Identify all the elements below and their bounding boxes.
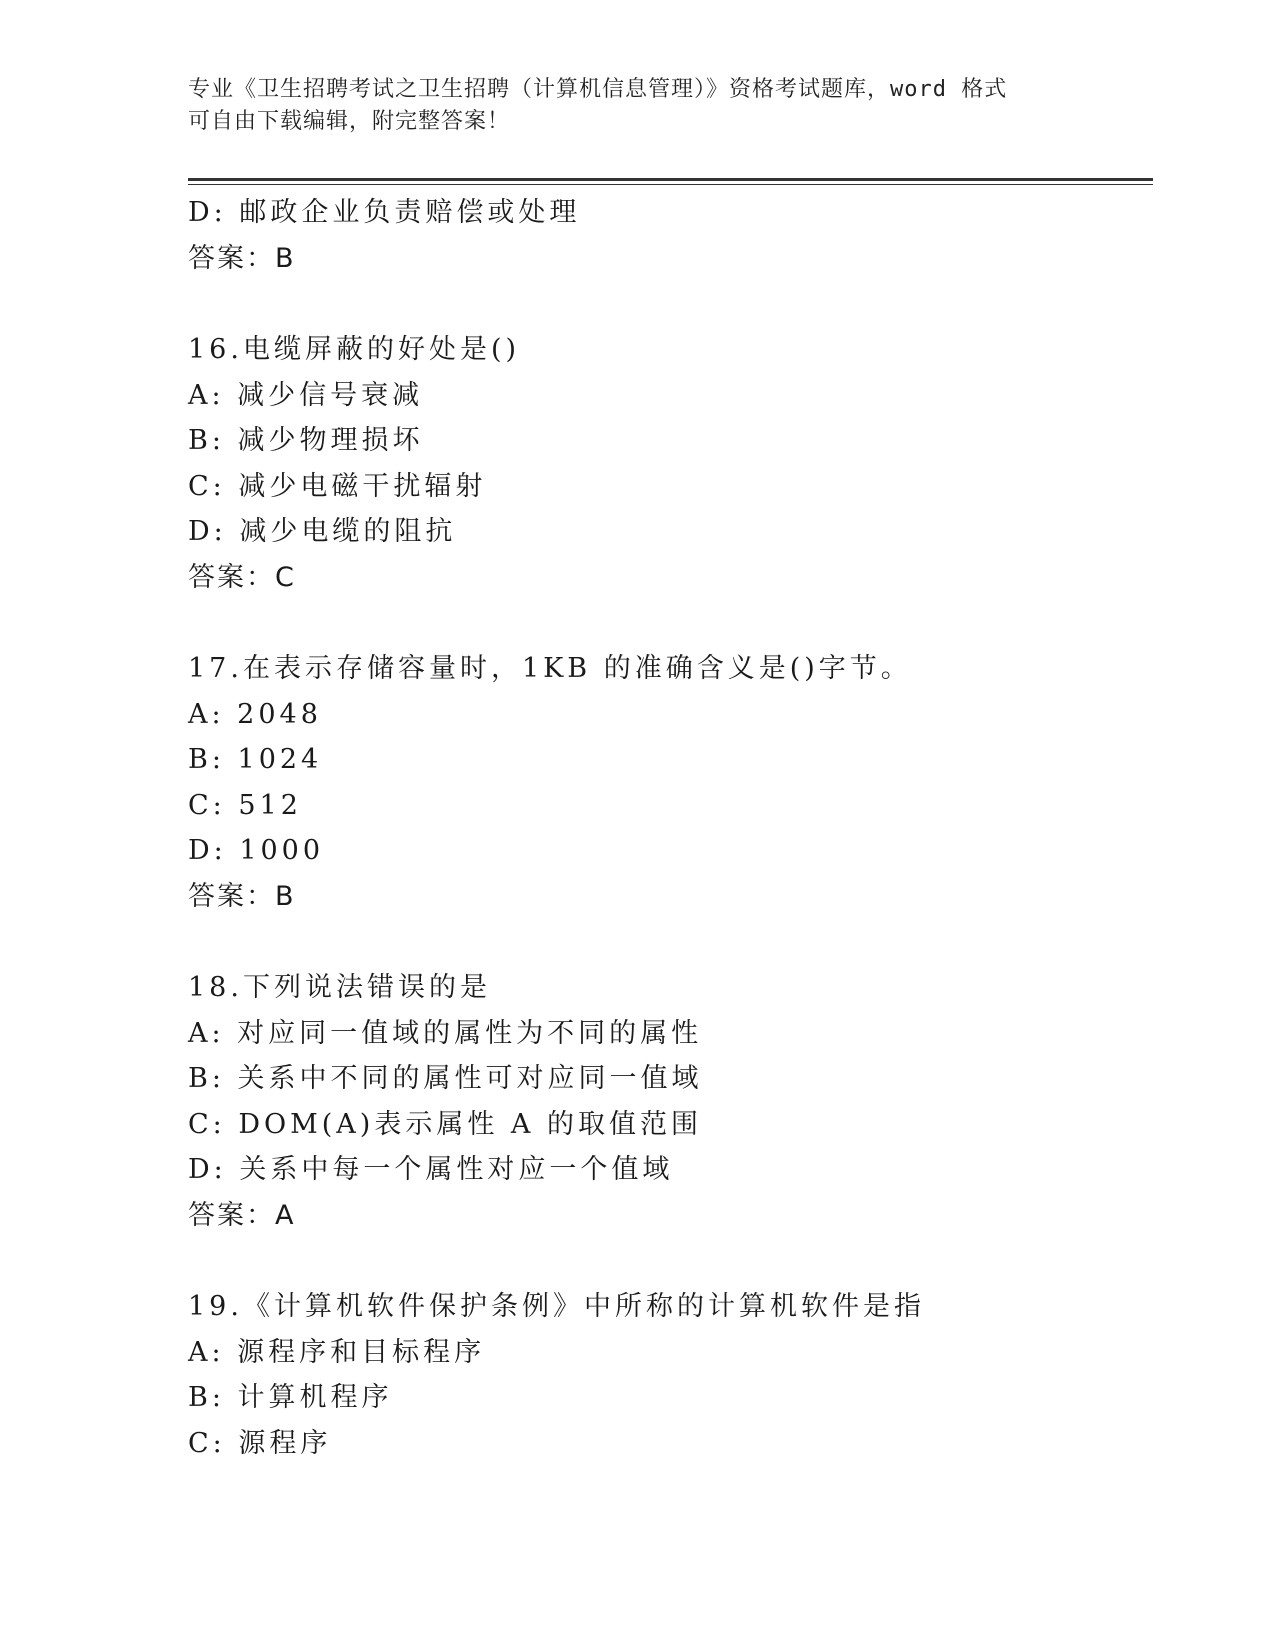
option-a: A: 2048	[188, 698, 322, 730]
question-19	[188, 1284, 1148, 1466]
option-d: D: 1000	[188, 835, 325, 866]
question-18	[188, 965, 1148, 1238]
question-list	[188, 190, 1148, 1466]
answer-line: 答案：C	[188, 561, 296, 593]
question-16	[188, 327, 1148, 600]
header-line-1: 专业《卫生招聘考试之卫生招聘（计算机信息管理）》资格考试题库，word 格式	[188, 77, 1008, 102]
answer-line: 答案：B	[188, 242, 296, 274]
question-stem: 17.在表示存储容量时，1KB 的准确含义是()字节。	[188, 653, 912, 684]
option-a: A: 对应同一值域的属性为不同的属性	[188, 1017, 703, 1049]
spacer	[188, 281, 1148, 327]
question-17	[188, 646, 1148, 919]
option-b: B: 减少物理损坏	[188, 425, 424, 456]
option-b: B: 计算机程序	[188, 1382, 393, 1413]
option-d: D: 邮政企业负责赔偿或处理	[188, 197, 581, 228]
previous-question-tail	[188, 190, 1148, 281]
question-stem: 19.《计算机软件保护条例》中所称的计算机软件是指	[188, 1291, 925, 1322]
option-d: D: 减少电缆的阻抗	[188, 516, 457, 547]
header-divider-thick	[188, 178, 1153, 181]
option-b: B: 1024	[188, 744, 323, 775]
spacer	[188, 1238, 1148, 1284]
option-c: C: 源程序	[188, 1427, 332, 1459]
option-b: B: 关系中不同的属性可对应同一值域	[188, 1063, 703, 1094]
spacer	[188, 600, 1148, 646]
header-line-2: 可自由下载编辑，附完整答案！	[188, 109, 511, 134]
option-c: C: 减少电磁干扰辐射	[188, 470, 487, 502]
option-c: C: 512	[188, 789, 302, 821]
document-header	[188, 74, 1088, 138]
answer-line: 答案：B	[188, 880, 296, 912]
question-stem: 16.电缆屏蔽的好处是()	[188, 334, 521, 365]
option-d: D: 关系中每一个属性对应一个值域	[188, 1154, 674, 1185]
option-a: A: 源程序和目标程序	[188, 1336, 486, 1368]
header-divider-thin	[188, 184, 1153, 185]
option-a: A: 减少信号衰减	[188, 379, 424, 411]
answer-line: 答案：A	[188, 1199, 296, 1231]
option-c: C: DOM(A)表示属性 A 的取值范围	[188, 1108, 702, 1140]
spacer	[188, 919, 1148, 965]
question-stem: 18.下列说法错误的是	[188, 972, 491, 1003]
